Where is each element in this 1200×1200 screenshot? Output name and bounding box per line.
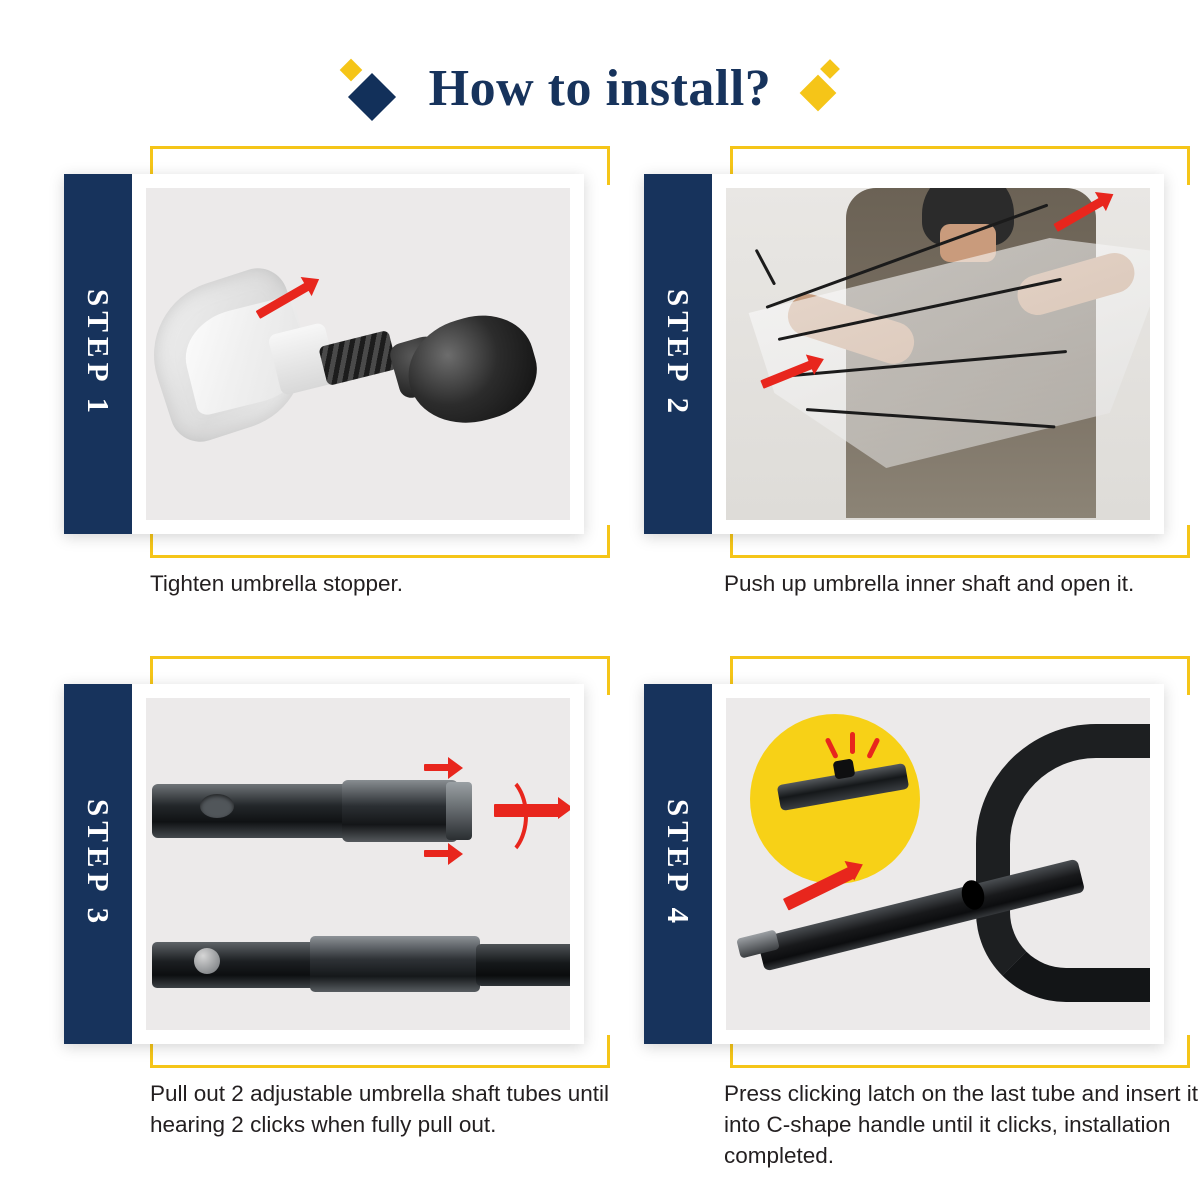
shaft-tube-upper-shape <box>152 784 352 838</box>
shaft-tube-lower-shape <box>152 942 320 988</box>
step-label: STEP 1 <box>81 289 116 419</box>
page-title: How to install? <box>428 59 772 117</box>
small-diamond-icon <box>339 59 362 82</box>
shaft-tube-upper-extension-shape <box>342 780 458 842</box>
shaft-tube-lower-end-shape <box>476 944 570 986</box>
stopper-cap-shape <box>396 302 548 437</box>
step-image-1 <box>146 188 570 520</box>
step-card-body <box>64 174 584 534</box>
steps-grid <box>0 140 1200 1168</box>
pull-out-arrow-icon <box>494 804 560 817</box>
step-label: STEP 2 <box>661 289 696 419</box>
step-card-4 <box>640 650 1200 1168</box>
pull-arrow-icon <box>424 764 450 771</box>
step-card-body <box>64 684 584 1044</box>
step-label-bar <box>64 174 132 534</box>
shaft-tube-lower-middle-shape <box>310 936 480 992</box>
step-caption: Press clicking latch on the last tube and insert it into C-shape handle until it clicks, installation completed. <box>724 1081 1198 1168</box>
step-image-3 <box>146 698 570 1030</box>
clicking-latch-shape <box>833 758 856 779</box>
small-diamond-icon <box>820 59 840 79</box>
step-card-body <box>644 174 1164 534</box>
step-image-2 <box>726 188 1150 520</box>
step-label: STEP 3 <box>81 799 116 929</box>
large-diamond-icon <box>348 73 396 121</box>
threaded-shaft-shape <box>318 330 398 386</box>
step-caption: Push up umbrella inner shaft and open it. <box>724 571 1135 596</box>
step-image-4 <box>726 698 1150 1030</box>
step-caption: Pull out 2 adjustable umbrella shaft tubes until hearing 2 clicks when fully pull out. <box>150 1081 610 1137</box>
large-diamond-icon <box>800 75 837 112</box>
step-caption: Tighten umbrella stopper. <box>150 571 404 596</box>
pull-arrow-icon <box>424 850 450 857</box>
page-title-row <box>0 48 1200 128</box>
step-label-bar <box>64 684 132 1044</box>
step-card-body <box>644 684 1164 1044</box>
diamond-ornament-left <box>343 58 403 118</box>
step-card-2 <box>640 140 1200 650</box>
latch-hole-shape <box>200 794 234 818</box>
step-card-3 <box>60 650 620 1160</box>
step-label-bar <box>644 174 712 534</box>
click-spark-icon <box>850 732 855 754</box>
step-label: STEP 4 <box>661 799 696 929</box>
step-card-1 <box>60 140 620 650</box>
screw-shape <box>194 948 220 974</box>
diamond-ornament-right <box>797 58 857 118</box>
step-label-bar <box>644 684 712 1044</box>
